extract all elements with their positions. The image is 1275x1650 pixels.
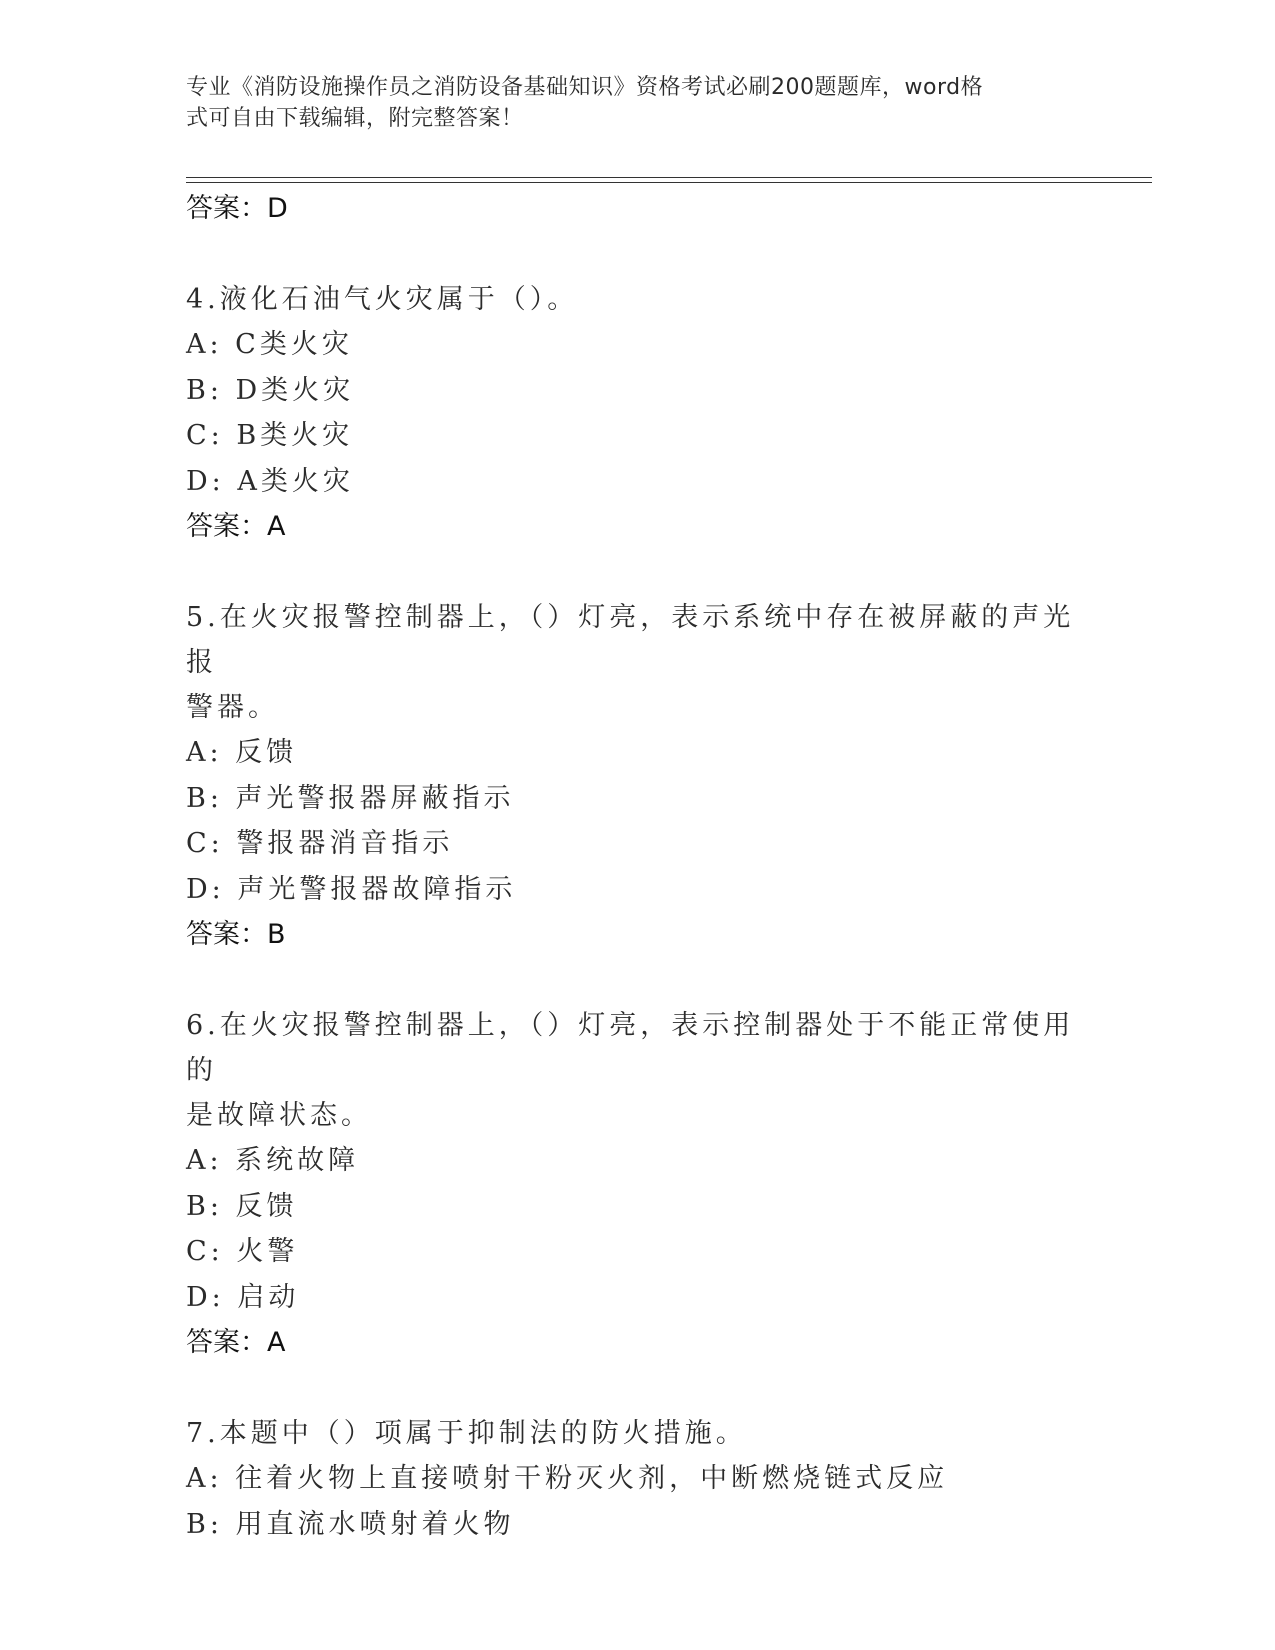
option-a: A: 系统故障: [186, 1145, 360, 1176]
question-answer: 答案：A: [186, 511, 286, 542]
spacer: [186, 550, 1086, 595]
spacer: [186, 1366, 1086, 1411]
question-stem-line: 4.液化石油气火灾属于（）。: [186, 284, 579, 315]
question-stem: [186, 1003, 1086, 1138]
question-answer: 答案：B: [186, 919, 286, 950]
question-block: [186, 277, 1086, 550]
option-d: D: 声光警报器故障指示: [186, 873, 517, 905]
header-line-1: 专业《消防设施操作员之消防设备基础知识》资格考试必刷200题题库，word格: [186, 75, 984, 100]
header-divider-bottom: [186, 182, 1152, 183]
option-d: D: 启动: [186, 1281, 300, 1313]
question-stem-line: 5.在火灾报警控制器上，（）灯亮，表示系统中存在被屏蔽的声光报: [186, 602, 1075, 678]
option-a: A: 反馈: [186, 737, 298, 768]
option-b: B: 反馈: [186, 1190, 298, 1222]
question-list: [186, 186, 1086, 1547]
option-c: C: 警报器消音指示: [186, 828, 454, 859]
question-block: [186, 1003, 1086, 1366]
option-c: C: B类火灾: [186, 420, 354, 451]
option-a: A: C类火灾: [186, 329, 353, 360]
question-stem-line: 7.本题中（）项属于抑制法的防火措施。: [186, 1418, 747, 1449]
spacer: [186, 958, 1086, 1003]
question-block: [186, 1411, 1086, 1547]
option-a: A: 往着火物上直接喷射干粉灭火剂，中断燃烧链式反应: [186, 1463, 949, 1494]
question-stem: [186, 1411, 1086, 1456]
option-d: D: A类火灾: [186, 465, 354, 497]
question-stem: [186, 595, 1086, 730]
option-b: B: D类火灾: [186, 374, 355, 406]
option-c: C: 火警: [186, 1236, 299, 1267]
question-stem: [186, 277, 1086, 322]
question-block: [186, 595, 1086, 958]
document-header: [186, 72, 1066, 134]
option-b: B: 用直流水喷射着火物: [186, 1508, 515, 1540]
spacer: [186, 232, 1086, 277]
question-stem-line: 是故障状态。: [186, 1100, 372, 1131]
header-line-2: 式可自由下载编辑，附完整答案！: [186, 106, 524, 131]
previous-answer: 答案：D: [186, 193, 288, 224]
question-stem-line: 警器。: [186, 692, 279, 723]
question-stem-line: 6.在火灾报警控制器上，（）灯亮，表示控制器处于不能正常使用的: [186, 1010, 1075, 1086]
question-answer: 答案：A: [186, 1327, 286, 1358]
header-divider-top: [186, 177, 1152, 178]
option-b: B: 声光警报器屏蔽指示: [186, 782, 515, 814]
